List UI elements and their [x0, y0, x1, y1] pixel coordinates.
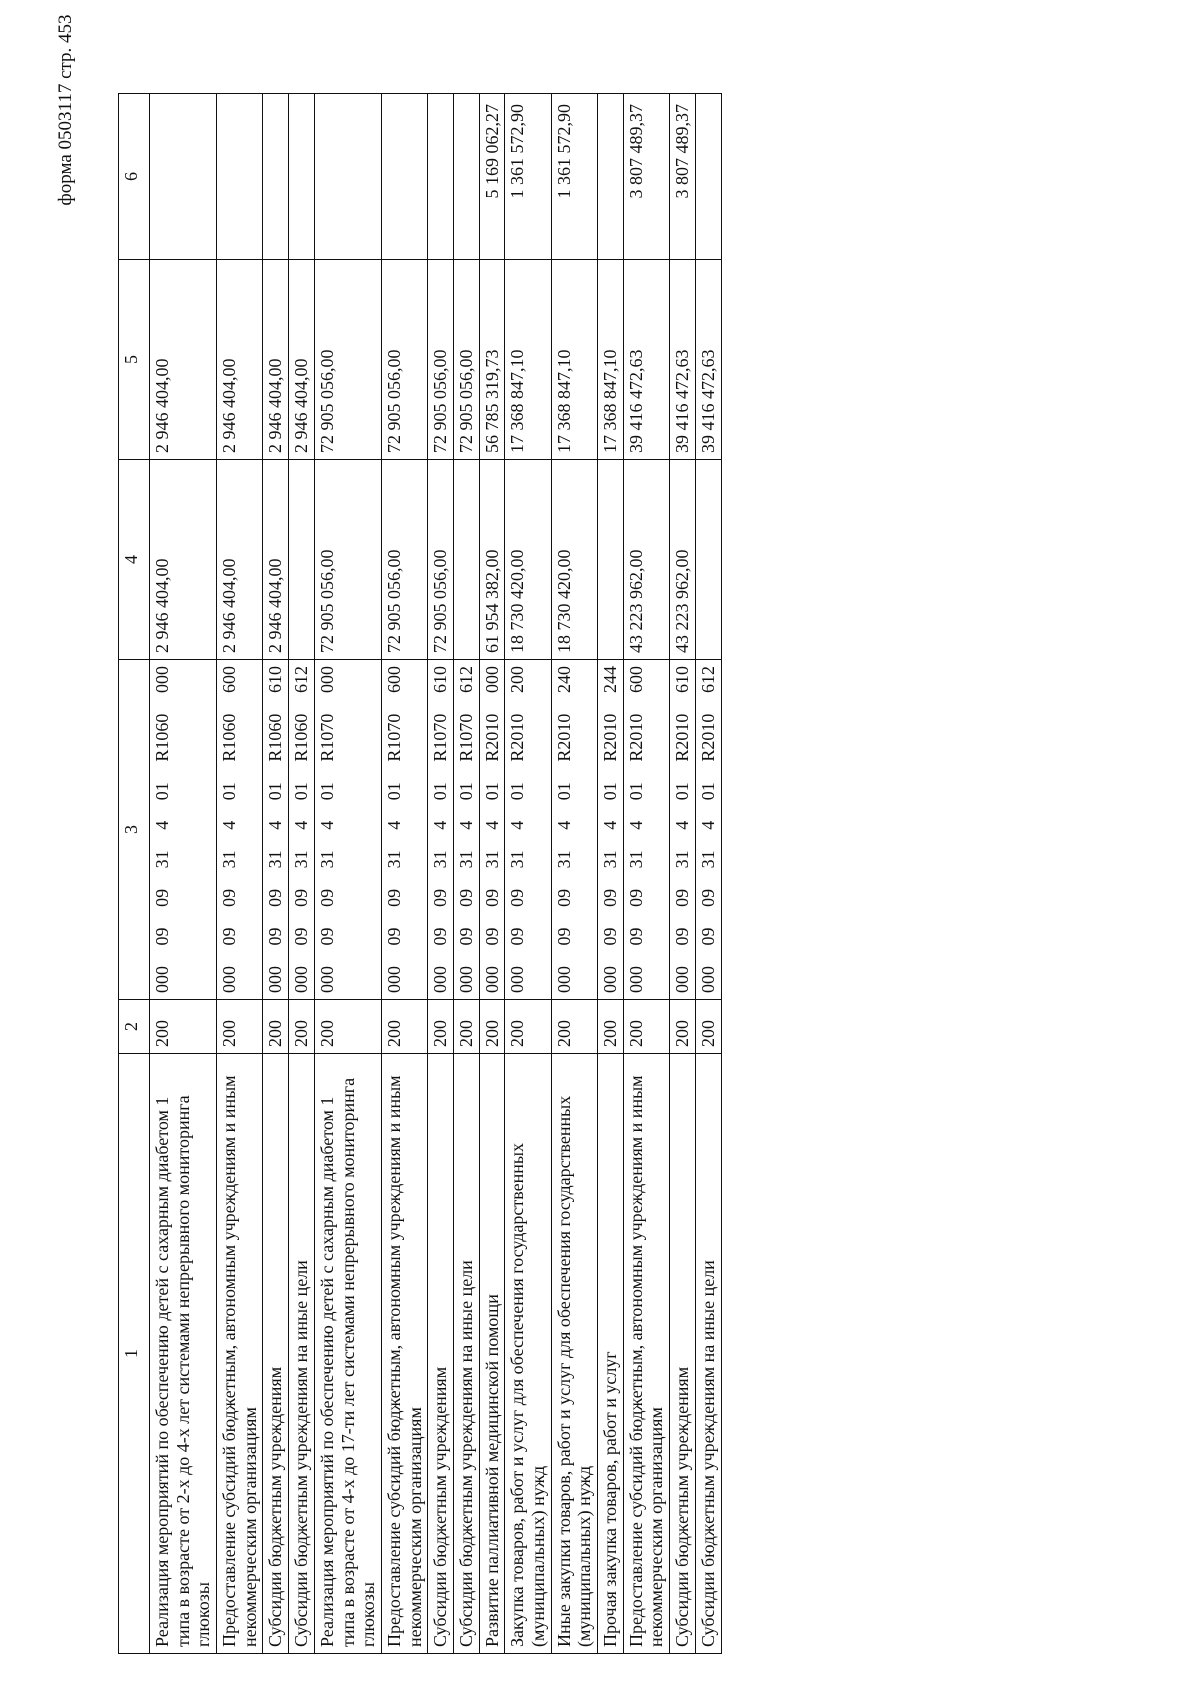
budget-code: [384, 666, 405, 993]
budget-code-part: 09: [430, 927, 451, 946]
budget-code-part: 612: [697, 666, 718, 694]
budget-code-part: 09: [316, 927, 337, 946]
budget-code-part: 01: [455, 782, 476, 801]
row-unexecuted-cell: 1 361 572,90: [551, 94, 597, 260]
row-budget-code-cell: [505, 660, 551, 1000]
table-row: [598, 94, 624, 1654]
budget-code-part: 31: [625, 850, 646, 869]
budget-code: [430, 666, 451, 993]
budget-code: [291, 666, 312, 993]
table-row: [217, 94, 263, 1654]
row-name-cell: Реализация мероприятий по обеспечению детей с сахарным диабетом 1 типа в возрасте от 4-х до 17-ти лет системами непрерывного мониторинга глюкозы: [314, 1054, 381, 1654]
budget-code-part: 000: [507, 966, 528, 993]
budget-code: [672, 666, 693, 993]
budget-code-part: 4: [291, 820, 312, 830]
row-budget-code-cell: [428, 660, 454, 1000]
budget-code-part: 09: [383, 888, 404, 907]
row-name-cell: Закупка товаров, работ и услуг для обеспечения государственных (муниципальных) нужд: [505, 1054, 551, 1654]
budget-code-part: 4: [672, 820, 693, 830]
budget-code-part: 09: [600, 927, 621, 946]
budget-code-part: 4: [553, 820, 574, 830]
budget-code-part: 31: [697, 850, 718, 869]
budget-code-part: 610: [430, 666, 451, 694]
table-row: [695, 94, 721, 1654]
row-name-cell: Субсидии бюджетным учреждениям: [428, 1054, 454, 1654]
budget-code-part: 000: [481, 666, 502, 694]
budget-code: [265, 666, 286, 993]
row-line-code-cell: 200: [150, 1000, 217, 1054]
row-line-code-cell: 200: [217, 1000, 263, 1054]
row-unexecuted-cell: [263, 94, 289, 260]
row-name-cell: Предоставление субсидий бюджетным, автономным учреждениям и иным некоммерческим организациям: [623, 1054, 669, 1654]
header-col-3: 3: [119, 660, 150, 1000]
budget-code-part: 000: [219, 966, 240, 993]
row-budget-code-cell: [289, 660, 315, 1000]
row-line-code-cell: 200: [505, 1000, 551, 1054]
budget-code: [456, 666, 477, 993]
budget-code-part: R1070: [383, 713, 404, 762]
row-line-code-cell: 200: [428, 1000, 454, 1054]
budget-code-part: 01: [383, 782, 404, 801]
report-table-container: [118, 94, 1038, 1654]
row-line-code-cell: 200: [453, 1000, 479, 1054]
row-line-code-cell: 200: [695, 1000, 721, 1054]
row-budget-code-cell: [598, 660, 624, 1000]
table-row: [453, 94, 479, 1654]
row-unexecuted-cell: 3 807 489,37: [670, 94, 696, 260]
budget-code-part: 000: [316, 966, 337, 993]
budget-code-part: 09: [316, 888, 337, 907]
row-budget-code-cell: [551, 660, 597, 1000]
row-unexecuted-cell: [150, 94, 217, 260]
row-unexecuted-cell: 1 361 572,90: [505, 94, 551, 260]
table-row: [289, 94, 315, 1654]
budget-code-part: 4: [219, 820, 240, 830]
table-row: [263, 94, 289, 1654]
budget-code-part: 612: [291, 666, 312, 694]
row-approved-cell: 18 730 420,00: [505, 460, 551, 660]
row-name-cell: Субсидии бюджетным учреждениям на иные цели: [289, 1054, 315, 1654]
budget-code-part: 09: [672, 927, 693, 946]
row-unexecuted-cell: [381, 94, 427, 260]
row-executed-cell: 17 368 847,10: [505, 260, 551, 460]
budget-code-part: 4: [265, 820, 286, 830]
budget-code-part: 4: [455, 820, 476, 830]
budget-code-part: 31: [316, 850, 337, 869]
budget-code: [152, 666, 173, 993]
budget-code-part: 09: [553, 888, 574, 907]
row-unexecuted-cell: [314, 94, 381, 260]
budget-code-part: R1060: [265, 713, 286, 762]
budget-code-part: 01: [219, 782, 240, 801]
budget-code-part: 600: [383, 666, 404, 694]
row-executed-cell: 72 905 056,00: [428, 260, 454, 460]
row-line-code-cell: 200: [289, 1000, 315, 1054]
row-approved-cell: [598, 460, 624, 660]
row-name-cell: Предоставление субсидий бюджетным, автономным учреждениям и иным некоммерческим организациям: [217, 1054, 263, 1654]
budget-code-part: 09: [697, 888, 718, 907]
budget-code-part: 31: [455, 850, 476, 869]
budget-code-part: 4: [383, 820, 404, 830]
table-row: [505, 94, 551, 1654]
row-approved-cell: [289, 460, 315, 660]
budget-code-part: 01: [152, 782, 172, 801]
budget-code-part: 000: [430, 966, 451, 993]
budget-code-part: 01: [507, 782, 528, 801]
row-budget-code-cell: [623, 660, 669, 1000]
row-unexecuted-cell: 5 169 062,27: [479, 94, 505, 260]
budget-code-part: 09: [383, 927, 404, 946]
budget-code-part: 09: [219, 888, 240, 907]
row-executed-cell: 2 946 404,00: [289, 260, 315, 460]
budget-code-part: R1070: [316, 713, 337, 762]
budget-code-part: 09: [152, 927, 172, 946]
budget-code-part: 4: [481, 820, 502, 830]
budget-code-part: 000: [316, 666, 337, 694]
row-unexecuted-cell: [598, 94, 624, 260]
row-approved-cell: [695, 460, 721, 660]
table-body: [150, 94, 722, 1654]
budget-code: [554, 666, 575, 993]
row-approved-cell: 72 905 056,00: [314, 460, 381, 660]
budget-execution-table: [118, 93, 722, 1654]
row-unexecuted-cell: [428, 94, 454, 260]
budget-code-part: 09: [455, 927, 476, 946]
row-executed-cell: 2 946 404,00: [263, 260, 289, 460]
budget-code-part: 4: [152, 820, 172, 830]
row-name-cell: Субсидии бюджетным учреждениям на иные цели: [453, 1054, 479, 1654]
budget-code-part: 31: [672, 850, 693, 869]
row-unexecuted-cell: [217, 94, 263, 260]
header-col-6: 6: [119, 94, 150, 260]
budget-code-part: 09: [507, 888, 528, 907]
row-executed-cell: 72 905 056,00: [381, 260, 427, 460]
budget-code-part: 09: [553, 927, 574, 946]
budget-code-part: 612: [455, 666, 476, 694]
row-budget-code-cell: [314, 660, 381, 1000]
budget-code-part: 09: [672, 888, 693, 907]
budget-code-part: 09: [455, 888, 476, 907]
budget-code: [698, 666, 719, 993]
header-col-2: 2: [119, 1000, 150, 1054]
budget-code-part: 4: [430, 820, 451, 830]
table-row: [551, 94, 597, 1654]
table-row: [670, 94, 696, 1654]
row-approved-cell: 2 946 404,00: [217, 460, 263, 660]
budget-code-part: 000: [455, 966, 476, 993]
budget-code-part: 09: [265, 927, 286, 946]
row-executed-cell: 39 416 472,63: [623, 260, 669, 460]
budget-code: [507, 666, 528, 993]
budget-code-part: 01: [625, 782, 646, 801]
budget-code-part: 4: [697, 820, 718, 830]
budget-code-part: 31: [553, 850, 574, 869]
budget-code-part: 09: [625, 927, 646, 946]
row-budget-code-cell: [670, 660, 696, 1000]
row-executed-cell: 17 368 847,10: [598, 260, 624, 460]
table-row: [479, 94, 505, 1654]
budget-code-part: 31: [152, 850, 172, 869]
budget-code-part: 09: [291, 927, 312, 946]
budget-code-part: 31: [219, 850, 240, 869]
row-executed-cell: 17 368 847,10: [551, 260, 597, 460]
budget-code-part: 200: [507, 666, 528, 694]
budget-code-part: R2010: [481, 713, 502, 762]
budget-code: [317, 666, 338, 993]
budget-code-part: R2010: [697, 713, 718, 762]
budget-code-part: 4: [507, 820, 528, 830]
budget-code-part: 09: [291, 888, 312, 907]
budget-code-part: 000: [481, 966, 502, 993]
row-line-code-cell: 200: [381, 1000, 427, 1054]
budget-code-part: 09: [697, 927, 718, 946]
budget-code-part: 01: [481, 782, 502, 801]
row-executed-cell: 72 905 056,00: [314, 260, 381, 460]
row-approved-cell: 43 223 962,00: [623, 460, 669, 660]
budget-code-part: 000: [672, 966, 693, 993]
row-budget-code-cell: [263, 660, 289, 1000]
budget-code: [482, 666, 503, 993]
row-budget-code-cell: [381, 660, 427, 1000]
budget-code-part: 09: [152, 888, 172, 907]
budget-code-part: R1070: [455, 713, 476, 762]
header-col-1: 1: [119, 1054, 150, 1654]
row-line-code-cell: 200: [551, 1000, 597, 1054]
row-unexecuted-cell: 3 807 489,37: [623, 94, 669, 260]
budget-code-part: 31: [430, 850, 451, 869]
row-approved-cell: 2 946 404,00: [150, 460, 217, 660]
budget-code-part: 000: [291, 966, 312, 993]
budget-code-part: 09: [265, 888, 286, 907]
budget-code-part: 09: [219, 927, 240, 946]
row-budget-code-cell: [479, 660, 505, 1000]
row-name-cell: Субсидии бюджетным учреждениям: [670, 1054, 696, 1654]
table-row: [381, 94, 427, 1654]
row-line-code-cell: 200: [623, 1000, 669, 1054]
row-name-cell: Развитие паллиативной медицинской помощи: [479, 1054, 505, 1654]
budget-code-part: 01: [265, 782, 286, 801]
budget-code-part: 01: [672, 782, 693, 801]
budget-code-part: 09: [430, 888, 451, 907]
row-approved-cell: 18 730 420,00: [551, 460, 597, 660]
row-approved-cell: 72 905 056,00: [381, 460, 427, 660]
header-col-4: 4: [119, 460, 150, 660]
budget-code-part: 000: [625, 966, 646, 993]
budget-code-part: 31: [600, 850, 621, 869]
row-executed-cell: 2 946 404,00: [217, 260, 263, 460]
row-line-code-cell: 200: [263, 1000, 289, 1054]
budget-code: [219, 666, 240, 993]
row-budget-code-cell: [453, 660, 479, 1000]
budget-code-part: 09: [481, 927, 502, 946]
budget-code-part: 09: [625, 888, 646, 907]
table-row: [314, 94, 381, 1654]
budget-code-part: 244: [600, 666, 621, 694]
budget-code-part: 4: [625, 820, 646, 830]
budget-code-part: 000: [152, 966, 172, 993]
row-approved-cell: 2 946 404,00: [263, 460, 289, 660]
budget-code: [626, 666, 647, 993]
budget-code-part: 09: [507, 927, 528, 946]
budget-code-part: R2010: [507, 713, 528, 762]
row-executed-cell: 72 905 056,00: [453, 260, 479, 460]
budget-code-part: R1060: [152, 713, 172, 762]
budget-code-part: 01: [600, 782, 621, 801]
budget-code-part: 09: [481, 888, 502, 907]
budget-code-part: 4: [600, 820, 621, 830]
budget-code-part: 000: [553, 966, 574, 993]
row-executed-cell: 39 416 472,63: [670, 260, 696, 460]
table-row: [623, 94, 669, 1654]
row-executed-cell: 39 416 472,63: [695, 260, 721, 460]
form-label: форма 0503117 стр. 453: [55, 14, 76, 206]
budget-code-part: 01: [316, 782, 337, 801]
budget-code-part: 610: [265, 666, 286, 694]
budget-code-part: R1060: [219, 713, 240, 762]
row-line-code-cell: 200: [670, 1000, 696, 1054]
row-unexecuted-cell: [453, 94, 479, 260]
budget-code-part: 01: [553, 782, 574, 801]
row-budget-code-cell: [150, 660, 217, 1000]
budget-code-part: 31: [265, 850, 286, 869]
row-budget-code-cell: [217, 660, 263, 1000]
row-approved-cell: 72 905 056,00: [428, 460, 454, 660]
row-executed-cell: 2 946 404,00: [150, 260, 217, 460]
row-approved-cell: [453, 460, 479, 660]
row-executed-cell: 56 785 319,73: [479, 260, 505, 460]
table-row: [428, 94, 454, 1654]
row-line-code-cell: 200: [314, 1000, 381, 1054]
table-row: [150, 94, 217, 1654]
budget-code-part: 600: [219, 666, 240, 694]
row-approved-cell: 43 223 962,00: [670, 460, 696, 660]
budget-code-part: 000: [383, 966, 404, 993]
row-name-cell: Субсидии бюджетным учреждениям на иные цели: [695, 1054, 721, 1654]
row-name-cell: Предоставление субсидий бюджетным, автономным учреждениям и иным некоммерческим организациям: [381, 1054, 427, 1654]
row-name-cell: Иные закупки товаров, работ и услуг для обеспечения государственных (муниципальных) нужд: [551, 1054, 597, 1654]
budget-code: [600, 666, 621, 993]
budget-code-part: 610: [672, 666, 693, 694]
budget-code-part: R1070: [430, 713, 451, 762]
row-budget-code-cell: [695, 660, 721, 1000]
row-approved-cell: 61 954 382,00: [479, 460, 505, 660]
budget-code-part: R2010: [600, 713, 621, 762]
row-line-code-cell: 200: [479, 1000, 505, 1054]
budget-code-part: 000: [600, 966, 621, 993]
header-col-5: 5: [119, 260, 150, 460]
budget-code-part: 240: [553, 666, 574, 694]
budget-code-part: R2010: [625, 713, 646, 762]
row-unexecuted-cell: [289, 94, 315, 260]
budget-code-part: 4: [316, 820, 337, 830]
row-name-cell: Прочая закупка товаров, работ и услуг: [598, 1054, 624, 1654]
budget-code-part: 000: [697, 966, 718, 993]
row-line-code-cell: 200: [598, 1000, 624, 1054]
budget-code-part: R1060: [291, 713, 312, 762]
budget-code-part: 31: [291, 850, 312, 869]
row-unexecuted-cell: [695, 94, 721, 260]
budget-code-part: 000: [265, 966, 286, 993]
budget-code-part: 31: [507, 850, 528, 869]
budget-code-part: R2010: [672, 713, 693, 762]
row-name-cell: Субсидии бюджетным учреждениям: [263, 1054, 289, 1654]
budget-code-part: 09: [600, 888, 621, 907]
budget-code-part: 31: [481, 850, 502, 869]
budget-code-part: R2010: [553, 713, 574, 762]
budget-code-part: 600: [625, 666, 646, 694]
row-name-cell: Реализация мероприятий по обеспечению детей с сахарным диабетом 1 типа в возрасте от 2-х до 4-х лет системами непрерывного мониторинга глюкозы: [150, 1054, 217, 1654]
budget-code-part: 31: [383, 850, 404, 869]
budget-code-part: 01: [697, 782, 718, 801]
budget-code-part: 01: [430, 782, 451, 801]
budget-code-part: 000: [152, 666, 172, 694]
header-row: [119, 94, 150, 1654]
budget-code-part: 01: [291, 782, 312, 801]
